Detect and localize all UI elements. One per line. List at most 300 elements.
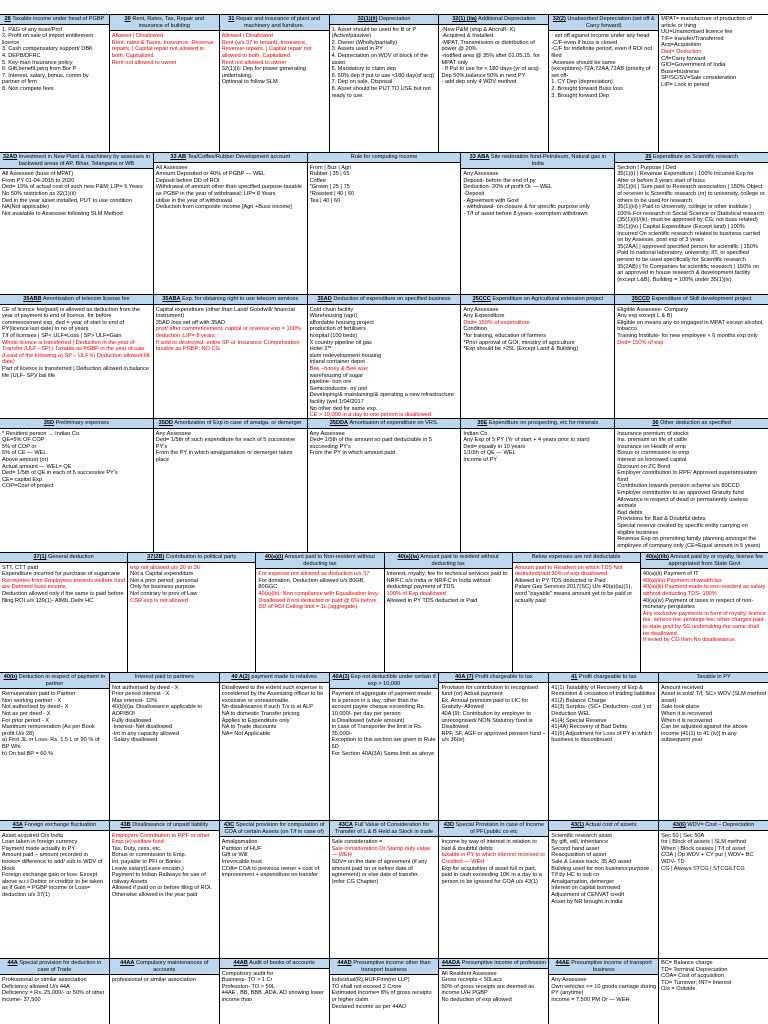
section-line: -C/F for Indefinite period, even if ROI not filed — [551, 46, 653, 59]
section-line: -Salary disallowed — [111, 737, 158, 744]
section-line: Disallowed to the extent such expense is considered by the Assessing officer to be excessive or unreasonable. — [221, 684, 324, 704]
section-header — [220, 15, 329, 31]
section-line: 3. Assets used in PY — [331, 46, 383, 53]
section-line: NA to domestic Transfer pricing — [221, 710, 300, 717]
section-box — [513, 553, 641, 672]
section-line: Irrevocable trust — [221, 858, 262, 865]
section-line: 2. Profit on sale of import entitlement licence — [2, 33, 94, 46]
section-line: Loan taken in foreign currency — [2, 839, 78, 846]
section-number: 43(1) — [570, 822, 584, 828]
section-line: Not a prior period, personal — [130, 577, 198, 584]
section-line: For donation, Deduction allowed u/s 80GB, 80GGC — [258, 577, 365, 591]
section-line: 40(a)(iv) Payment of taxes in respect of non-monetary perquisites — [642, 597, 754, 611]
section-number: 44A — [7, 960, 18, 966]
section-line: When | Block ceases | T/f of asset — [661, 845, 746, 852]
section-box — [330, 673, 440, 820]
section-header — [439, 959, 548, 969]
section-box — [308, 419, 462, 552]
section-header — [461, 295, 614, 305]
section-line: Any Assessee — [463, 306, 499, 313]
section-line: Max interest- 12% — [111, 697, 157, 704]
section-header — [256, 553, 383, 569]
section-header — [128, 553, 255, 563]
section-line: LIP= Lock in period — [661, 81, 710, 88]
section-line: -MPAT, Transmission or distribution of power @ 20% — [441, 39, 535, 53]
section-number: 43D — [443, 822, 455, 828]
section-title: Amortisaion of expenditure on VRS. — [349, 420, 439, 426]
section-line: Deduction from composite income [Agri +Buss income] — [155, 204, 292, 211]
section-line: Ded= equally in 10 years — [463, 443, 526, 450]
section-header — [641, 553, 768, 569]
section-box — [330, 821, 440, 958]
section-header — [439, 673, 548, 683]
section-box — [549, 15, 659, 152]
section-header — [330, 15, 439, 25]
section-number: 32(1)(ii) — [357, 16, 378, 22]
section-line: Ded= 1/5th of such expenditure for each of 5 successive PY's — [155, 437, 296, 450]
section-title: Amortization of Exp in case of amalga. or demerger — [174, 420, 302, 426]
section-box — [220, 959, 330, 1024]
section-line: Amount received — [661, 684, 704, 691]
section-line: NA to Trade discounts — [221, 724, 277, 731]
section-line: C/f=Carry forward — [661, 55, 706, 62]
section-line: Eligible on means any co engaged in MPAT except alcohol, tobacco. — [617, 319, 764, 333]
section-line: Rent, rates & Taxes, Insurance, Revenue repairs. | Capital repair not allowed to both. Capitalized — [111, 39, 214, 59]
section-header — [308, 295, 461, 305]
section-line: Whole licence is transferred | Deduction in the year of Transfer (ULF –SP) | Taxable as PGBP in the year of sale (Least of the following a) SP – ULF b) Deduction allowed till date) — [2, 339, 150, 366]
section-header — [110, 673, 219, 683]
section-line: 7. Interest, salary, bonus, comm by partner of firm — [2, 72, 89, 86]
section-line: Ins. premium on life of cattle — [617, 437, 688, 444]
section-line: Discount on ZC Bond — [617, 463, 671, 470]
section-row — [0, 294, 768, 418]
section-line: Tax, Duty, cess, etc. — [111, 845, 162, 852]
section-header — [110, 959, 219, 975]
section-line: Not as per deed - X — [2, 710, 51, 717]
section-header — [220, 821, 329, 837]
section-line: Applies to Expenditure only — [221, 717, 290, 724]
section-line: Business- TO > 1 Cr — [221, 977, 273, 984]
section-line: Sale consideration = — [331, 839, 383, 846]
section-box — [154, 153, 308, 294]
section-number: 28 — [4, 16, 11, 22]
section-line: Ded= 150% of exp — [617, 339, 664, 346]
section-line: Bee –honey & Bee wax — [309, 365, 368, 372]
section-header — [615, 419, 768, 429]
section-line: Allowed in PY TDS deducted or Paid — [386, 597, 478, 604]
section-line: Indian Co — [463, 430, 488, 437]
section-box — [659, 821, 768, 958]
section-header — [549, 821, 658, 831]
section-line: 8. Asset should be PUT TO USE but not ready to use. — [331, 85, 431, 99]
section-line: Prior period interest - X — [111, 691, 170, 698]
section-line: 35(1)(ii) | Sum paid to Research association | 150% Object of receiver is Scientific research (or) to university, college or others to be used for research — [617, 184, 765, 204]
section-line: Buss=business — [661, 68, 699, 75]
section-box — [330, 959, 440, 1024]
section-title: Amortisation of telecom license fee — [42, 296, 130, 302]
section-title: Disallowance of unpaid liability — [132, 822, 209, 828]
section-line: Any exclusive payments in form of royalty, licence fee, service fee, privilege fee, other charges paid to state govt by SG undertaking the same shall be disallowed. — [642, 610, 766, 637]
section-box — [110, 15, 220, 152]
section-line: -Int in any capacity allowed — [111, 730, 180, 737]
section-line: UU=Unamortised licence fee — [661, 29, 733, 36]
section-line: Allowed | Disallowed — [221, 33, 273, 40]
section-line: - withdrawal- on closure & for specific purpose only — [463, 204, 590, 211]
section-title: Special Provision in case of Income of PFI,public co etc — [455, 822, 544, 835]
section-line: 4. DEPB/DFRC — [2, 52, 41, 59]
section-title: Rule for computing income — [350, 154, 418, 160]
section-line: 35(1)(iii) | Paid to University, college or other institute | 100% For research in Social Science or Statistical research (35(1)(ii)/(iii)- must be approved by CG; not buss related) — [617, 204, 765, 224]
section-box — [0, 673, 110, 820]
section-line: Deposit- before the end of py — [463, 177, 536, 184]
section-line: 2. Brought forward Buss loss — [551, 85, 623, 92]
section-line: utilise in the year of withdrawal — [155, 197, 232, 204]
section-line: 1. CY Dep (depreciation) — [551, 79, 613, 86]
section-line: Amount Deposited or 40% of PGBP — WEL — [155, 171, 266, 178]
section-line: Above amount (or) — [2, 456, 49, 463]
section-line: In case of Transporter the limit is Rs. 35,000/- — [331, 724, 423, 737]
section-line: If sold or destroyed, entire SP or Insurance Compensation taxable as PGBP; NO CG — [155, 339, 300, 353]
section-line: T/f of licenses | SP< ULF=Loss | SP> ULF=Gain — [2, 332, 122, 339]
section-line: Maximum remuneration (As per Book profit U/s 28) — [2, 724, 95, 737]
section-line: 6. Gift,benefit,perq from Bor P — [2, 66, 77, 73]
section-line: 40(a)(iia) Payment of wealth tax — [642, 577, 722, 584]
section-line: Not a Capital expenditure — [130, 571, 194, 578]
section-line: 41(4) Special Reserve — [551, 717, 607, 724]
section-header — [461, 419, 614, 429]
section-line: From | Buz | Agri — [309, 164, 352, 171]
section-box — [256, 553, 384, 672]
section-line: Optional to follow SLM — [221, 79, 278, 86]
section-number: 37(1) — [33, 554, 47, 560]
section-line: 5% of COP or — [2, 443, 37, 450]
section-number: 32(1) (iia) — [452, 16, 477, 22]
section-line: Any Assessee — [309, 430, 345, 437]
section-line: Ded= 1/5th of the amount so paid deductable in 5 succeeding PY's — [309, 437, 432, 450]
section-line: COP=Cost of project — [2, 483, 54, 490]
section-number: 44ADA — [441, 960, 461, 966]
section-box — [461, 295, 615, 418]
section-header — [659, 821, 768, 831]
section-line: -Assesee should be same (exceptions)-72A,72AA,72AB (priority of set off- — [551, 59, 651, 79]
section-header — [0, 15, 109, 25]
section-row — [0, 418, 768, 552]
section-header — [549, 959, 658, 975]
section-line: professional or similar association — [111, 977, 196, 984]
section-number: 40(a)(iib) — [645, 554, 670, 560]
section-line: Withdrawal of amount other than specified purpose-taxable as PGBP in the year of withdrawal; LIP= 8 Years — [155, 184, 302, 197]
section-number: 32(2) — [552, 16, 566, 22]
section-row — [0, 152, 768, 294]
section-line: -Acquired & Installed — [441, 33, 494, 40]
section-title: Exp not deductible under certain if exp > 10,000 — [351, 674, 436, 687]
section-line: Non working partner - X — [2, 697, 62, 704]
section-line: Palam Gas Services 2017(SC) U/s 40(a)(ia)(1), word "payable" means amount yet to be paid or actually paid — [514, 584, 633, 604]
section-line: Sale & Lease back, 35 AD asset — [551, 858, 632, 865]
section-title: Presumptive income of transport business — [571, 960, 652, 973]
section-box — [659, 15, 768, 152]
section-line: Rubber | 35 | 65 — [309, 171, 350, 178]
section-title: Audit of books of accounts — [249, 960, 315, 966]
section-line: 40(b)(i)a: Disallowance applicable to AOP/BOI — [111, 704, 203, 717]
section-line: 3. Brought forward Dep — [551, 92, 610, 99]
section-line: GIO=Government of India — [661, 62, 726, 69]
section-line: Bonus or commission to Emp. — [111, 852, 187, 859]
section-header — [0, 821, 109, 831]
section-title: Below expenses are not deductable — [531, 554, 621, 560]
section-line: Can be adjusted against the above income [41(1) to 41 (iv)] in any subsequent year — [661, 724, 748, 744]
section-line: Actual amount — WEL= QE — [2, 463, 72, 470]
section-header — [549, 15, 658, 31]
section-title: Compulsory maintenances of accounts — [136, 960, 209, 973]
section-title: Unabsorbed Depreciation (set off & Carry forward) — [567, 16, 655, 29]
section-line: affordable housing project — [309, 319, 374, 326]
section-line: *Grown | 25 | 75 — [309, 184, 350, 191]
section-line: CE= capital Exp — [2, 476, 42, 483]
section-line: post/ after commencement, capital or revenue exp = 100% deduction ;LIP= 8 years — [155, 326, 301, 339]
section-line: Deficiency allowed U/s 44A — [2, 983, 70, 990]
section-line: 35(2AA) | approved specified person for scientific | 150% Paid to national laboratory, university, IIT, or specified person to be used specifically for Scientific research — [617, 243, 758, 263]
section-line: QE=5% OF COP — [2, 437, 45, 444]
section-box — [220, 673, 330, 820]
section-line: Ded= 1/5th of QE in each of 5 successive PY's — [2, 470, 118, 477]
section-number: 41 — [571, 674, 578, 680]
section-box — [439, 673, 549, 820]
section-line: (refer CG Chapter) — [331, 878, 379, 885]
section-line: Income = 7,500 PM Or — WEH — [551, 996, 630, 1003]
section-line: Rent not allowed to owner — [111, 59, 177, 66]
section-box — [461, 419, 615, 552]
section-line: Contribution towards pension scheme u/s 80CCD — [617, 483, 740, 490]
section-box — [0, 419, 154, 552]
section-line: 44AE , BB, BBB ,ADA, AD showing lower income than — [221, 990, 325, 1003]
section-box — [659, 959, 768, 1024]
section-row — [0, 958, 768, 1024]
section-box — [439, 821, 549, 958]
section-line: 5% of CE — WEL — [2, 450, 47, 457]
section-box — [220, 821, 330, 958]
section-number: 40(b) — [3, 674, 18, 680]
section-number: 44AA — [120, 960, 135, 966]
section-title: Preliminary expenses — [55, 420, 110, 426]
section-box — [154, 419, 308, 552]
section-line: is Disallowed (whole amount) — [331, 717, 405, 724]
section-header — [220, 959, 329, 969]
section-line: 8. Non compete fees — [2, 85, 54, 92]
section-title: Expenditure on prospecting, etc for minerals — [488, 420, 599, 426]
section-header — [154, 153, 307, 163]
section-title: WDV= Cost – Depreciation — [687, 822, 755, 828]
section-line: COA | Op WDV + CY pur | WDV+ BC WDV- TD — [661, 852, 754, 865]
section-line: a) First 3L or Loss- Rs. 1.5 L or 90 % of BP Whi — [2, 737, 100, 750]
section-title: Repair and insurance of plant and machinery and furniture. — [236, 16, 321, 29]
section-number: 33 ABA — [469, 154, 490, 160]
section-header — [308, 419, 461, 429]
section-line: - add dep only 4 WDV method — [441, 79, 517, 86]
section-line: Int. payable to PFI or Banks — [111, 858, 181, 865]
section-header — [154, 419, 307, 429]
section-header — [461, 153, 614, 169]
section-number: 40(a)(i) — [264, 554, 284, 560]
section-line: Allowed in PY TDS deducted or Paid — [514, 577, 606, 584]
section-line: - If Put to use for < 180 days (yr of acq)- Dep 50%,balance 50% in next PY — [441, 66, 541, 79]
section-number: 40A(3) — [332, 674, 350, 680]
section-box — [128, 553, 256, 672]
section-line: Expenditure incurred for purchase of sugarcane — [2, 571, 121, 578]
section-line: *Roasted | 40 | 60 — [309, 190, 355, 197]
section-line: SDV= on the date of agreement (if any amount paid on or before date of agreement) or else date of transfer. — [331, 858, 428, 879]
section-line: Reacquisition of asset — [551, 852, 607, 859]
section-number: 32AD — [2, 154, 18, 160]
section-box — [641, 553, 768, 672]
section-number: 35ABA — [162, 296, 181, 302]
section-box — [110, 673, 220, 820]
section-header — [385, 553, 512, 569]
section-box — [110, 959, 220, 1024]
section-line: Sec 50 | Sec 50A — [661, 832, 705, 839]
section-line: 1. Asset should be used for B or P (Active/passive) — [331, 26, 417, 40]
section-line: 41(2) Balance Charge — [551, 697, 607, 704]
section-number: 35DD — [158, 420, 173, 426]
section-box — [385, 553, 513, 672]
section-line: Bonus or commission to emp — [617, 450, 690, 457]
section-box — [308, 295, 462, 418]
section-line: Amount paid – amount recorded in books= difference to add/ sub to WDV of block — [2, 852, 103, 872]
section-line: Amalgamation — [221, 839, 258, 846]
section-header — [0, 673, 109, 689]
section-line: Income by way of interest in relation to bad & doubtful debts — [441, 839, 537, 852]
section-title: Other deduction as specified — [660, 420, 731, 426]
section-header — [220, 673, 329, 683]
section-line: Provision for contribution to recognised fund (or) Actual payment — [441, 684, 539, 698]
section-title: Deduction in respect of payment to partner — [18, 674, 106, 687]
section-line: Payment made actually in PY — [2, 845, 76, 852]
section-row — [0, 552, 768, 672]
section-line: Eligible Assessee- Company — [617, 306, 689, 313]
section-line: Rent (u/s 37 to tenant), Insurance, Revenue repairs. | Capital repair not allowed to both. Capitalized — [221, 39, 312, 59]
section-line: - T/f of asset before 8 years- exemption withdrawn — [463, 210, 588, 217]
section-box — [0, 153, 154, 294]
section-line: 5. Mandatory to claim dep — [331, 66, 396, 73]
section-line: Gift or Will — [221, 852, 248, 859]
section-line: exp not allowed u/s 30 to 36 — [130, 564, 200, 571]
section-line: Leave salary(Leave encash.) — [111, 865, 184, 872]
section-box — [615, 419, 768, 552]
section-line: Deduction allowed only if the same is paid before filing ROI u/s 139(1)- AIMIL Delhi HC — [2, 590, 124, 604]
section-line: Partition of HUF — [221, 845, 262, 852]
section-line: -C/F-even if buss is closed — [551, 39, 618, 46]
section-box — [110, 821, 220, 958]
section-header — [0, 153, 153, 169]
section-line: - Agreement with Govt — [463, 197, 519, 204]
section-number: 35E — [477, 420, 488, 426]
section-line: 40(a)(ii) Payment of IT — [642, 571, 699, 578]
section-line: SP/SC/SV=Sale consideration — [661, 75, 737, 82]
section-line: Ex. Annual premium paid to LIC for Gratuity- Allowed — [441, 697, 529, 711]
section-line: COA= COA to previous owner + cost of improvement + expenditure on transfer — [221, 865, 320, 879]
section-number: 35D — [43, 420, 54, 426]
section-line: Hotel 2** — [309, 346, 332, 353]
section-line: Income of PY — [463, 456, 497, 463]
section-box — [549, 959, 659, 1024]
section-line: Ded in the year asset installed, PUT to use condition NA(Not applicable) — [2, 197, 132, 211]
section-line: RPF, SF, AGF or approved pension fund – u/s 36(iv) — [441, 730, 546, 744]
section-header — [615, 153, 768, 163]
section-title: Contribution to political party — [165, 554, 237, 560]
section-line: Not contrary to prov of Law — [130, 590, 198, 597]
section-box — [439, 959, 549, 1024]
section-line: Building used for non business purpose , T/f by HC to sub co — [551, 865, 653, 879]
section-number: 43A — [12, 822, 23, 828]
section-line: Allowed | Disallowed — [111, 33, 164, 40]
section-line: All Assessee (buss of MPAT) — [2, 171, 74, 178]
section-line: 32(1)(i): Dep for power generating undertaking. — [221, 66, 306, 79]
section-line: Second hand asset — [551, 845, 600, 852]
section-line: From the PY in which amount paid — [309, 450, 395, 457]
section-line: Special reserve created by specific entity carrying on eligible business — [617, 522, 748, 536]
section-line: Ded= 15% of actual cost of such new P&M; LIP= 5 Years — [2, 184, 143, 191]
section-line: Interest, royalty, fee for technical services paid to NR/FC o/s India or NR/FC in India without deducting/ payment of TDS — [386, 571, 508, 591]
section-line: NA= Not Applicable — [221, 730, 271, 737]
section-line: Deficiency = Rs. 25,000/- or 50% of other income- 37,500 — [2, 990, 105, 1003]
section-line: pipeline- iron ore — [309, 379, 352, 386]
section-box — [330, 15, 440, 152]
section-line: - set off against income under any head — [551, 33, 650, 40]
section-box — [549, 821, 659, 958]
section-header — [615, 295, 768, 305]
section-header — [513, 553, 640, 563]
section-line: 3. Cash compensatory support/ DBK — [2, 46, 93, 53]
section-line: Bad debts — [617, 509, 643, 516]
section-line: When it is recovered — [661, 710, 713, 717]
section-line: Allowed if paid on or before filing of ROI. Otherwise allowed in the year paid — [111, 885, 212, 898]
section-line: O/s = Outside — [661, 986, 696, 993]
section-line: Not authorised by deed - X — [2, 704, 69, 711]
section-number: 43(6) — [672, 822, 686, 828]
section-line: No 50% restriction as 32(1)(ii) — [2, 190, 76, 197]
section-line: CG | Always STCG | STCG/LTCG — [661, 865, 745, 872]
section-line: Compulsory audit for — [221, 970, 274, 977]
section-box — [308, 153, 462, 294]
section-number: 44AB — [233, 960, 248, 966]
section-line: Condition — [463, 326, 488, 333]
section-line: Cold chain facility — [309, 306, 354, 313]
section-line: Capital expenditure (other than Land/ Goodwill/ financial Instrument) — [155, 306, 295, 320]
section-line: 40A (9): Contribution by employer to unrecognised/ NON Statutory fund is Disallowed — [441, 710, 533, 731]
section-header — [308, 153, 461, 163]
section-box — [549, 673, 659, 820]
section-title: Foreign exchange fluctuation — [24, 822, 97, 828]
section-header — [439, 15, 548, 25]
section-row — [0, 14, 768, 152]
section-header — [110, 821, 219, 831]
section-line: Employer contribution to an approved Gratuity fund — [617, 489, 744, 496]
section-line: Asset acquired O/s India — [2, 832, 63, 839]
section-line: Sale consideration Or Stamp duty value — WEH — [331, 845, 431, 859]
section-line: Amalgamation, demerger — [551, 878, 615, 885]
section-header — [439, 821, 548, 837]
section-line: warehousing of sugar — [309, 372, 364, 379]
section-line: If levied by CG then No disallowance. — [642, 637, 736, 644]
section-line: Sale took place — [661, 704, 700, 711]
section-line: Insurance premium of stocks — [617, 430, 689, 437]
section-box — [615, 295, 768, 418]
section-line: 100% of Exp disallowed — [386, 590, 446, 597]
section-number: 43CA — [338, 822, 353, 828]
section-line: 35(1)(i) | Revenue Expenditure | 100% Incurred Exp for After or before 3 years start of buss — [617, 171, 754, 184]
section-title: Taxable in PY — [696, 674, 731, 680]
section-line: hospital (100 beds) — [309, 332, 358, 339]
